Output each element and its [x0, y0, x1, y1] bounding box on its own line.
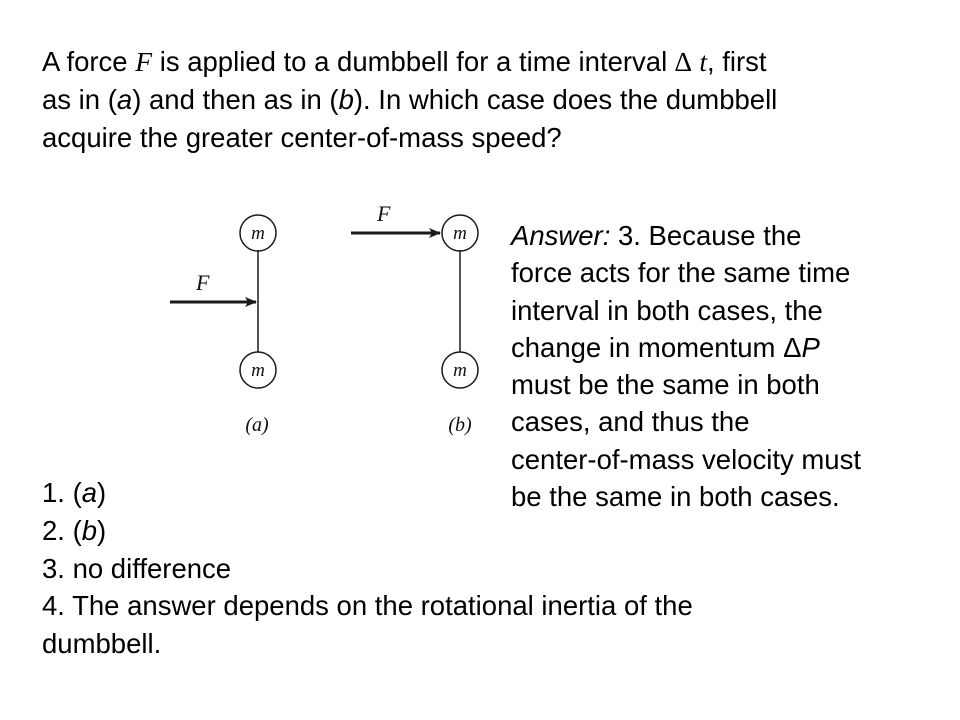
- option-1-close: ): [97, 477, 107, 508]
- answer-line5: must be the same in both: [511, 369, 820, 401]
- dumbbell-a-top-mass-label: m: [251, 223, 265, 244]
- dumbbell-b: [351, 201, 478, 436]
- question-line3: acquire the greater center-of-mass speed?: [42, 122, 562, 153]
- option-1-case: a: [81, 477, 98, 508]
- dumbbell-b-bottom-mass-label: m: [453, 360, 467, 381]
- option-4-line2: dumbbell.: [42, 628, 162, 660]
- answer-line8: be the same in both cases.: [511, 481, 840, 513]
- option-3: [42, 550, 922, 588]
- option-2: [42, 512, 922, 550]
- dumbbell-a: [170, 215, 276, 436]
- answer-label: Answer:: [511, 220, 611, 251]
- force-symbol: F: [135, 46, 153, 77]
- momentum-symbol: P: [801, 331, 820, 363]
- answer-line6: cases, and thus the: [511, 406, 750, 438]
- option-4-line1: 4. The answer depends on the rotational inertia of the: [42, 590, 693, 622]
- caption-b: (b): [448, 414, 472, 436]
- answer-text: [511, 217, 941, 515]
- caption-a: (a): [245, 414, 269, 436]
- question-line2-a: as in (: [42, 84, 117, 115]
- dumbbell-b-top-mass-label: m: [453, 223, 467, 244]
- question-line2-c: ). In which case does the dumbbell: [353, 84, 778, 115]
- question-case-a: a: [116, 84, 133, 115]
- option-2-case: b: [81, 514, 98, 546]
- question-part3: , first: [706, 46, 767, 77]
- answer-line1: 3. Because the: [610, 220, 802, 251]
- question-part2: is applied to a dumbbell for a time interval: [152, 46, 675, 77]
- option-3-text: 3. no difference: [42, 552, 232, 584]
- option-2-close: ): [97, 514, 107, 546]
- question-case-b: b: [338, 84, 354, 115]
- option-4: [42, 587, 922, 663]
- answer-line4: change in momentum Δ: [511, 331, 802, 363]
- delta-symbol: ∆: [674, 46, 692, 77]
- answer-line2: force acts for the same time: [511, 257, 851, 289]
- answer-line3: interval in both cases, the: [511, 294, 823, 326]
- force-label-a: F: [196, 270, 210, 295]
- time-symbol: t: [699, 46, 707, 77]
- answer-options: [42, 474, 922, 663]
- dumbbell-a-bottom-mass-label: m: [251, 360, 265, 381]
- option-1-number: 1. (: [42, 477, 82, 508]
- question-part1: A force: [42, 46, 136, 77]
- option-1: [42, 474, 922, 512]
- answer-line7: center-of-mass velocity must: [511, 443, 861, 475]
- question-line2-b: ) and then as in (: [132, 84, 339, 115]
- option-2-number: 2. (: [42, 514, 82, 546]
- force-label-b: F: [377, 201, 391, 226]
